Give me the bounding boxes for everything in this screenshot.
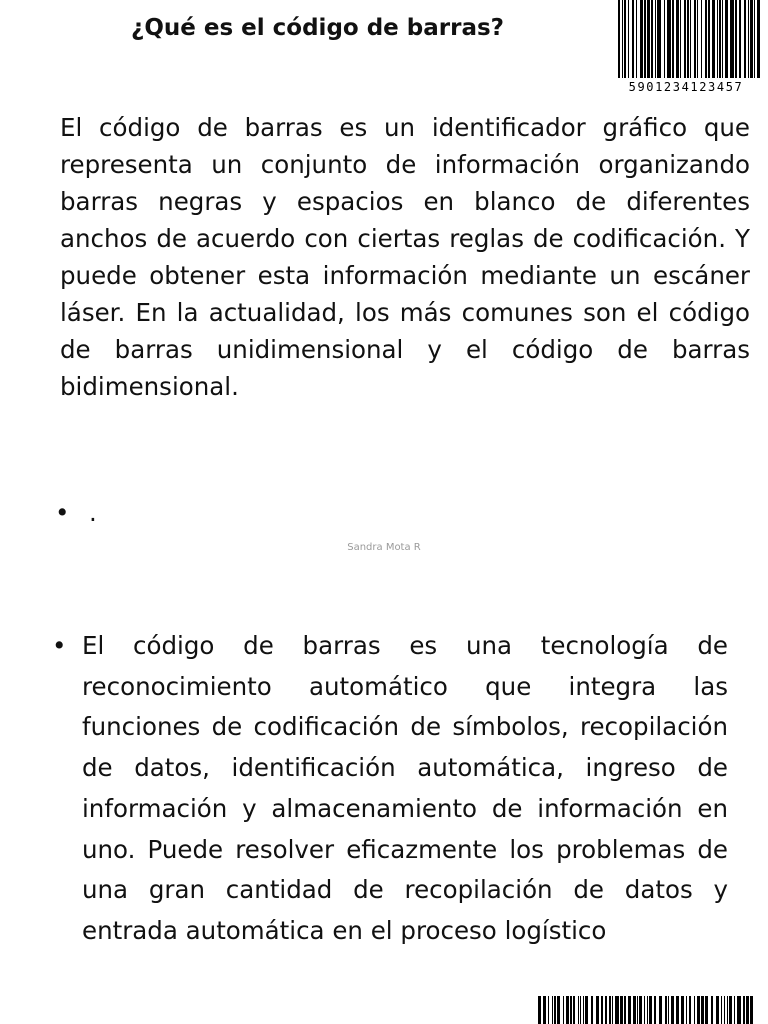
barcode-bar — [665, 996, 667, 1024]
barcode-bar — [591, 996, 593, 1024]
barcode-bar — [640, 0, 643, 78]
barcode-bar — [701, 996, 704, 1024]
barcode-bar — [647, 996, 648, 1024]
barcode-image — [608, 0, 764, 96]
barcode-bar — [725, 0, 728, 78]
barcode-bar — [672, 0, 674, 78]
barcode-bar — [563, 996, 564, 1024]
barcode-bar — [654, 996, 656, 1024]
barcode-bar — [743, 996, 745, 1024]
barcode-bar — [686, 996, 687, 1024]
barcode-bar — [649, 996, 652, 1024]
barcode-bar — [596, 996, 599, 1024]
barcode-bar — [585, 996, 588, 1024]
barcode-bars — [618, 0, 760, 78]
barcode-bar — [644, 0, 646, 78]
barcode-bar — [684, 0, 686, 78]
barcode-bar — [754, 0, 755, 78]
barcode-bar — [712, 0, 715, 78]
barcode-bar — [628, 996, 631, 1024]
barcode-bar — [578, 996, 579, 1024]
barcode-bar — [628, 0, 629, 78]
barcode-bar — [580, 996, 581, 1024]
barcode-bar — [664, 0, 665, 78]
barcode-bar — [583, 996, 584, 1024]
barcode-bar — [750, 996, 753, 1024]
bullet-text: . — [89, 498, 97, 527]
barcode-bar — [618, 0, 620, 78]
barcode-bar — [716, 996, 719, 1024]
bullet-icon: • — [55, 498, 70, 527]
barcode-bar — [697, 0, 698, 78]
barcode-bar — [729, 996, 732, 1024]
barcode-bar — [548, 996, 549, 1024]
barcode-bar — [655, 0, 656, 78]
barcode-bar — [605, 996, 607, 1024]
barcode-bar — [612, 996, 613, 1024]
barcode-bar — [632, 0, 634, 78]
barcode-bar — [694, 996, 695, 1024]
barcode-bar — [644, 996, 645, 1024]
barcode-bar — [573, 996, 575, 1024]
barcode-bar — [757, 0, 760, 78]
barcode-bar — [633, 996, 636, 1024]
barcode-bar — [746, 996, 749, 1024]
barcode-bar — [735, 0, 737, 78]
barcode-bar — [566, 996, 569, 1024]
barcode-bar — [701, 0, 702, 78]
barcode-bar — [722, 0, 723, 78]
barcode-bar — [705, 0, 707, 78]
barcode-bar — [737, 996, 741, 1024]
barcode-bar — [622, 0, 623, 78]
bullet-text: El código de barras es una tecnología de reconocimiento automático que integra las funciones de codificación de símbolos, recopilación de datos, identificación automática, ingreso de información y almacenamiento de información en uno. Puede resolver eficazmente los problemas de una gran cantidad de recopilación de datos y entrada automática en el proceso logístico — [82, 631, 728, 945]
barcode-bar — [727, 996, 728, 1024]
barcode-bar — [552, 996, 553, 1024]
barcode-bar — [750, 0, 753, 78]
barcode-bar — [697, 996, 700, 1024]
barcode-bar — [730, 0, 734, 78]
barcode-bar — [721, 996, 722, 1024]
barcode-bar — [538, 996, 541, 1024]
barcode-bar — [708, 0, 710, 78]
barcode-bar — [624, 0, 626, 78]
barcode-bar — [690, 0, 691, 78]
intro-paragraph: El código de barras es un identificador gráfico que representa un conjunto de información organizando barras negras y espacios en blanco de diferentes anchos de acuerdo con ciertas reglas de codificación. Y puede obtener esta información mediante un escáner láser. En la actualidad, los más comunes son el código de barras unidimensional y el código de barras bidimensional. — [60, 113, 750, 401]
barcode-bar — [719, 0, 721, 78]
barcode-bar — [557, 996, 560, 1024]
barcode-bar — [748, 0, 749, 78]
barcode-number: 5901234123457 — [628, 80, 744, 94]
barcode-bar — [694, 0, 696, 78]
barcode-bar — [570, 996, 572, 1024]
barcode-bar — [543, 996, 546, 1024]
barcode-bar — [620, 996, 623, 1024]
barcode-bar — [639, 996, 642, 1024]
barcode-bar — [637, 996, 638, 1024]
barcode-bar — [689, 996, 691, 1024]
barcode-bar — [705, 996, 708, 1024]
page-title: ¿Qué es el código de barras? — [131, 15, 505, 41]
barcode-bar — [676, 0, 679, 78]
barcode-bar — [680, 0, 681, 78]
barcode-bar — [657, 0, 661, 78]
author-footer: Sandra Mota R — [347, 542, 421, 553]
barcode-bar — [647, 0, 650, 78]
bullet-icon: • — [52, 631, 67, 660]
barcode-bar — [711, 996, 713, 1024]
barcode-bar — [624, 996, 626, 1024]
barcode-bar — [734, 996, 735, 1024]
barcode-bar — [615, 996, 619, 1024]
barcode-bar — [601, 996, 603, 1024]
barcode-bar — [659, 996, 662, 1024]
barcode-bars — [538, 996, 753, 1024]
barcode-image-bottom — [536, 996, 756, 1024]
barcode-bar — [687, 0, 689, 78]
barcode-bar — [554, 996, 556, 1024]
barcode-bar — [636, 0, 637, 78]
barcode-bar — [681, 996, 684, 1024]
barcode-bar — [744, 0, 746, 78]
barcode-bar — [651, 0, 653, 78]
barcode-bar — [724, 996, 725, 1024]
barcode-bar — [671, 996, 674, 1024]
bullet-item-empty — [55, 494, 97, 531]
barcode-bar — [609, 996, 611, 1024]
barcode-bar — [668, 996, 669, 1024]
barcode-bar — [667, 0, 671, 78]
barcode-bar — [739, 0, 741, 78]
barcode-bar — [717, 0, 718, 78]
barcode-bar — [676, 996, 679, 1024]
